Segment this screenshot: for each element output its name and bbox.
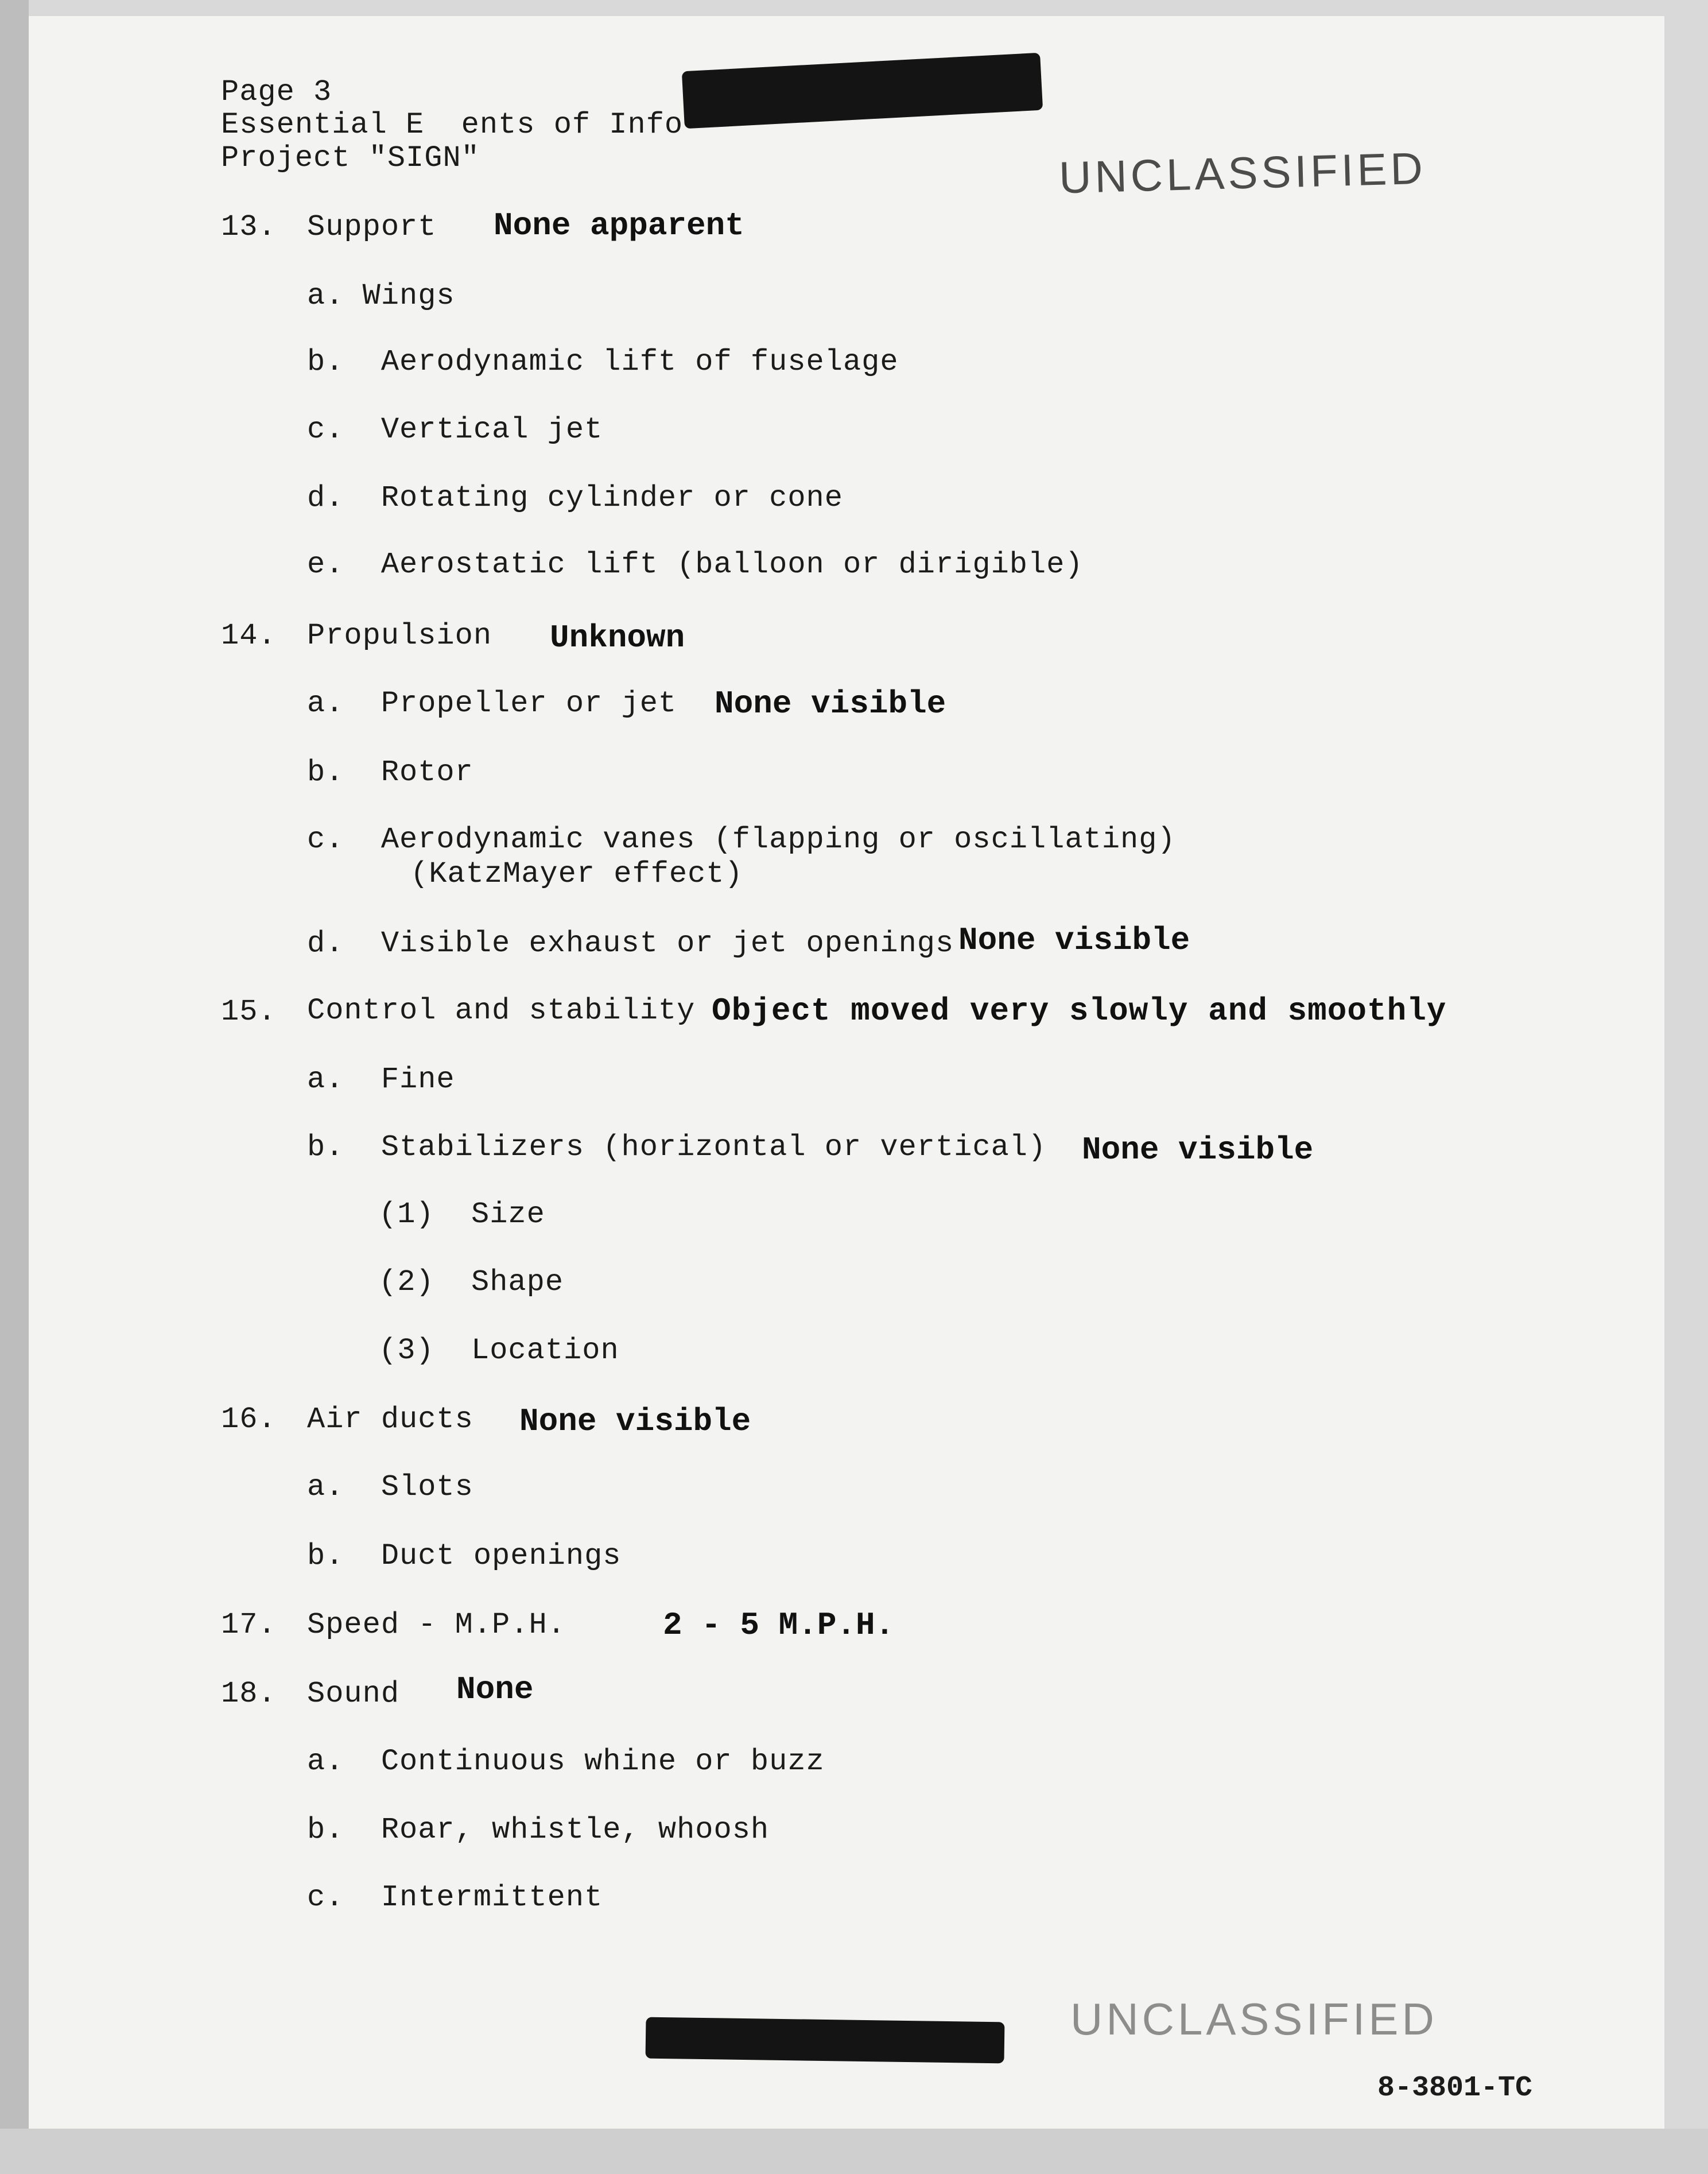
- item-13-answer: None apparent: [494, 207, 744, 244]
- item-16b: b. Duct openings: [307, 1539, 622, 1573]
- item-15b-3: (3) Location: [379, 1334, 619, 1367]
- item-18a: a. Continuous whine or buzz: [307, 1745, 825, 1778]
- item-15a: a. Fine: [307, 1063, 455, 1096]
- item-18-label: Sound: [307, 1677, 400, 1711]
- item-14d-answer: None visible: [958, 922, 1190, 959]
- item-16a: a. Slots: [307, 1470, 473, 1504]
- page-number: Page 3: [221, 75, 332, 109]
- scan-edge-bottom: [0, 2129, 1708, 2174]
- item-14-label: Propulsion: [307, 619, 492, 653]
- item-14c: c. Aerodynamic vanes (flapping or oscillating): [307, 823, 1176, 857]
- header-subject: Essential E ents of Info: [221, 108, 684, 142]
- item-14a: a. Propeller or jet: [307, 687, 677, 720]
- item-13-number: 13.: [221, 210, 277, 244]
- item-13a: a. Wings: [307, 279, 455, 313]
- document-page: [29, 16, 1664, 2129]
- item-18-number: 18.: [221, 1677, 277, 1711]
- item-15b: b. Stabilizers (horizontal or vertical): [307, 1130, 1047, 1164]
- classification-stamp-top: UNCLASSIFIED: [1058, 142, 1427, 203]
- item-17-number: 17.: [221, 1608, 277, 1642]
- item-13c: c. Vertical jet: [307, 413, 603, 447]
- item-15-answer: Object moved very slowly and smoothly: [712, 993, 1447, 1029]
- item-14-number: 14.: [221, 619, 277, 653]
- item-14b: b. Rotor: [307, 755, 473, 789]
- classification-stamp-bottom: UNCLASSIFIED: [1070, 1994, 1438, 2044]
- item-15-label: Control and stability: [307, 994, 696, 1028]
- item-16-answer: None visible: [519, 1403, 751, 1440]
- item-17-label: Speed - M.P.H.: [307, 1608, 566, 1642]
- item-15b-answer: None visible: [1082, 1131, 1314, 1168]
- scan-edge-left: [0, 0, 29, 2174]
- item-13d: d. Rotating cylinder or cone: [307, 481, 843, 515]
- item-15-number: 15.: [221, 995, 277, 1029]
- item-13e: e. Aerostatic lift (balloon or dirigible): [307, 548, 1084, 582]
- header-project: Project "SIGN": [221, 141, 480, 175]
- item-14c-note: (KatzMayer effect): [410, 857, 743, 891]
- redaction-bar-bottom: [646, 2017, 1005, 2064]
- item-17-answer: 2 - 5 M.P.H.: [663, 1607, 895, 1644]
- item-13b: b. Aerodynamic lift of fuselage: [307, 345, 899, 379]
- item-14a-answer: None visible: [715, 685, 946, 722]
- item-18b: b. Roar, whistle, whoosh: [307, 1813, 770, 1847]
- item-15b-1: (1) Size: [379, 1198, 545, 1231]
- item-18-answer: None: [456, 1671, 534, 1708]
- item-15b-2: (2) Shape: [379, 1265, 564, 1299]
- item-18c: c. Intermittent: [307, 1881, 603, 1915]
- item-16-number: 16.: [221, 1402, 277, 1436]
- item-13-label: Support: [307, 210, 437, 244]
- document-reference-number: 8-3801-TC: [1377, 2072, 1533, 2105]
- item-14-answer: Unknown: [550, 619, 685, 656]
- item-16-label: Air ducts: [307, 1402, 473, 1436]
- item-14d: d. Visible exhaust or jet openings: [307, 927, 954, 960]
